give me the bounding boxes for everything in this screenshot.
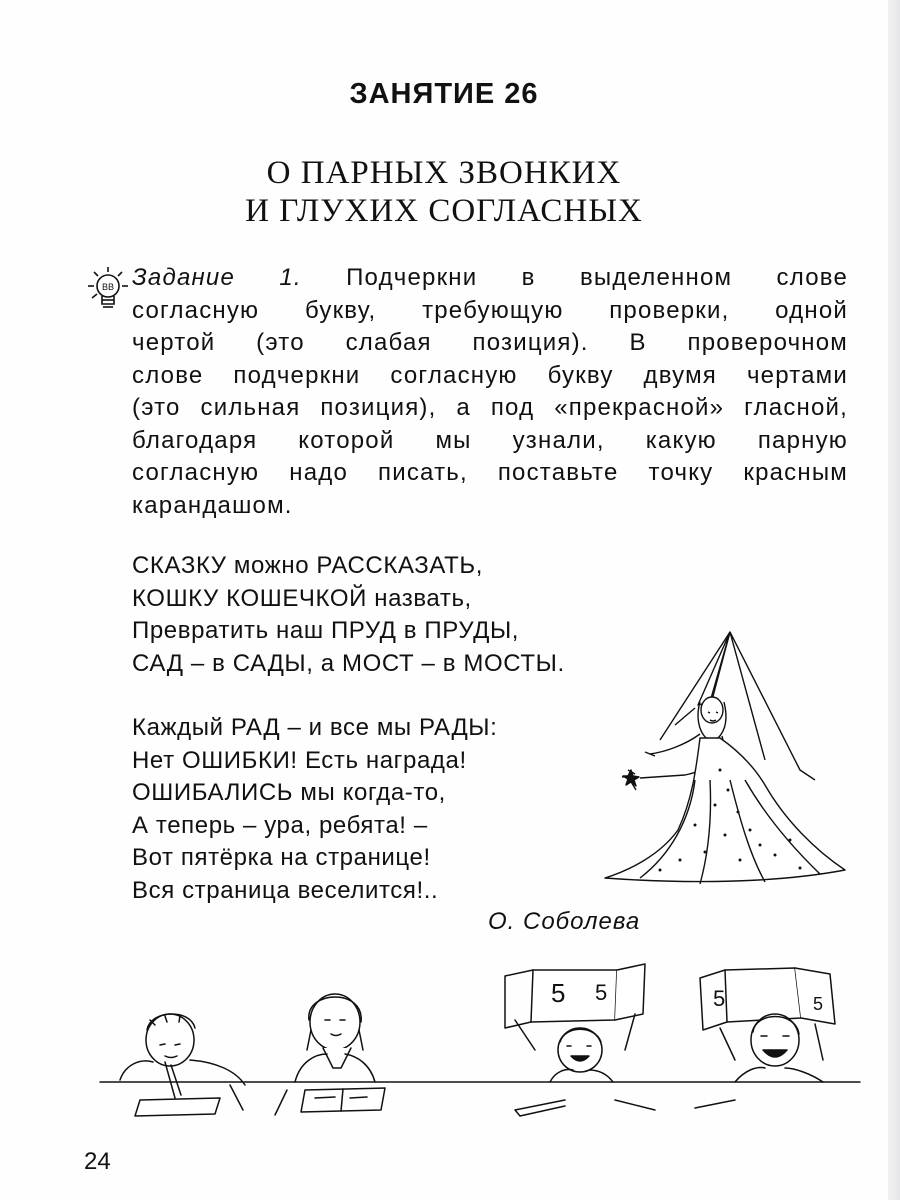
task-label: Задание 1.	[132, 264, 302, 291]
book-mark-3: 5	[713, 986, 726, 1011]
poem-line: КОШКУ КОШЕЧКОЙ назвать,	[132, 584, 472, 612]
poem-line: Вот пятёрка на странице!	[132, 844, 431, 871]
lesson-topic	[0, 154, 888, 230]
poem-line: А теперь – ура, ребята! –	[132, 811, 428, 839]
poem-stanza-2	[132, 712, 565, 907]
topic-line-2: И ГЛУХИХ СОГЛАСНЫХ	[245, 193, 643, 229]
task-line: чертой (это слабая позиция). В проверочном	[132, 329, 848, 356]
task-line: согласную надо писать, поставьте точку красным	[132, 459, 848, 486]
poem	[132, 550, 565, 939]
lightbulb-icon	[86, 262, 136, 322]
book-mark-2: 5	[595, 980, 608, 1005]
task-1	[132, 262, 848, 522]
poem-line: Нет ОШИБКИ! Есть награда!	[132, 746, 467, 774]
book-mark-1: 5	[551, 978, 566, 1008]
topic-line-1: О ПАРНЫХ ЗВОНКИХ	[266, 155, 622, 191]
page-edge	[888, 0, 900, 1200]
task-line: слове подчеркни согласную букву двумя чертами	[132, 361, 848, 389]
task-line: благодаря которой мы узнали, какую парную	[132, 426, 848, 454]
fairy-illustration	[600, 630, 855, 890]
poem-line: Каждый РАД – и все мы РАДЫ:	[132, 714, 498, 741]
poem-line: Превратить наш ПРУД в ПРУДЫ,	[132, 617, 520, 644]
children-illustration	[95, 950, 865, 1140]
poem-line: ОШИБАЛИСЬ мы когда-то,	[132, 779, 446, 806]
task-line: (это сильная позиция), а под «прекрасной» гласной,	[132, 394, 848, 421]
task-line: карандашом.	[132, 491, 293, 519]
page-number: 24	[84, 1148, 111, 1175]
book-mark-4: 5	[813, 994, 824, 1014]
poem-stanza-1	[132, 550, 565, 680]
poem-line: СКАЗКУ можно РАССКАЗАТЬ,	[132, 552, 483, 579]
lesson-title: ЗАНЯТИЕ 26	[349, 78, 539, 110]
poem-line: САД – в САДЫ, а МОСТ – в МОСТЫ.	[132, 649, 565, 677]
task-line: согласную букву, требующую проверки, одной	[132, 296, 848, 324]
svg-text:BB: BB	[101, 282, 115, 292]
poem-author: О. Соболева	[488, 908, 641, 935]
poem-line: Вся страница веселится!..	[132, 876, 439, 904]
task-line: Задание 1. Подчеркни в выделенном слове	[132, 264, 848, 291]
